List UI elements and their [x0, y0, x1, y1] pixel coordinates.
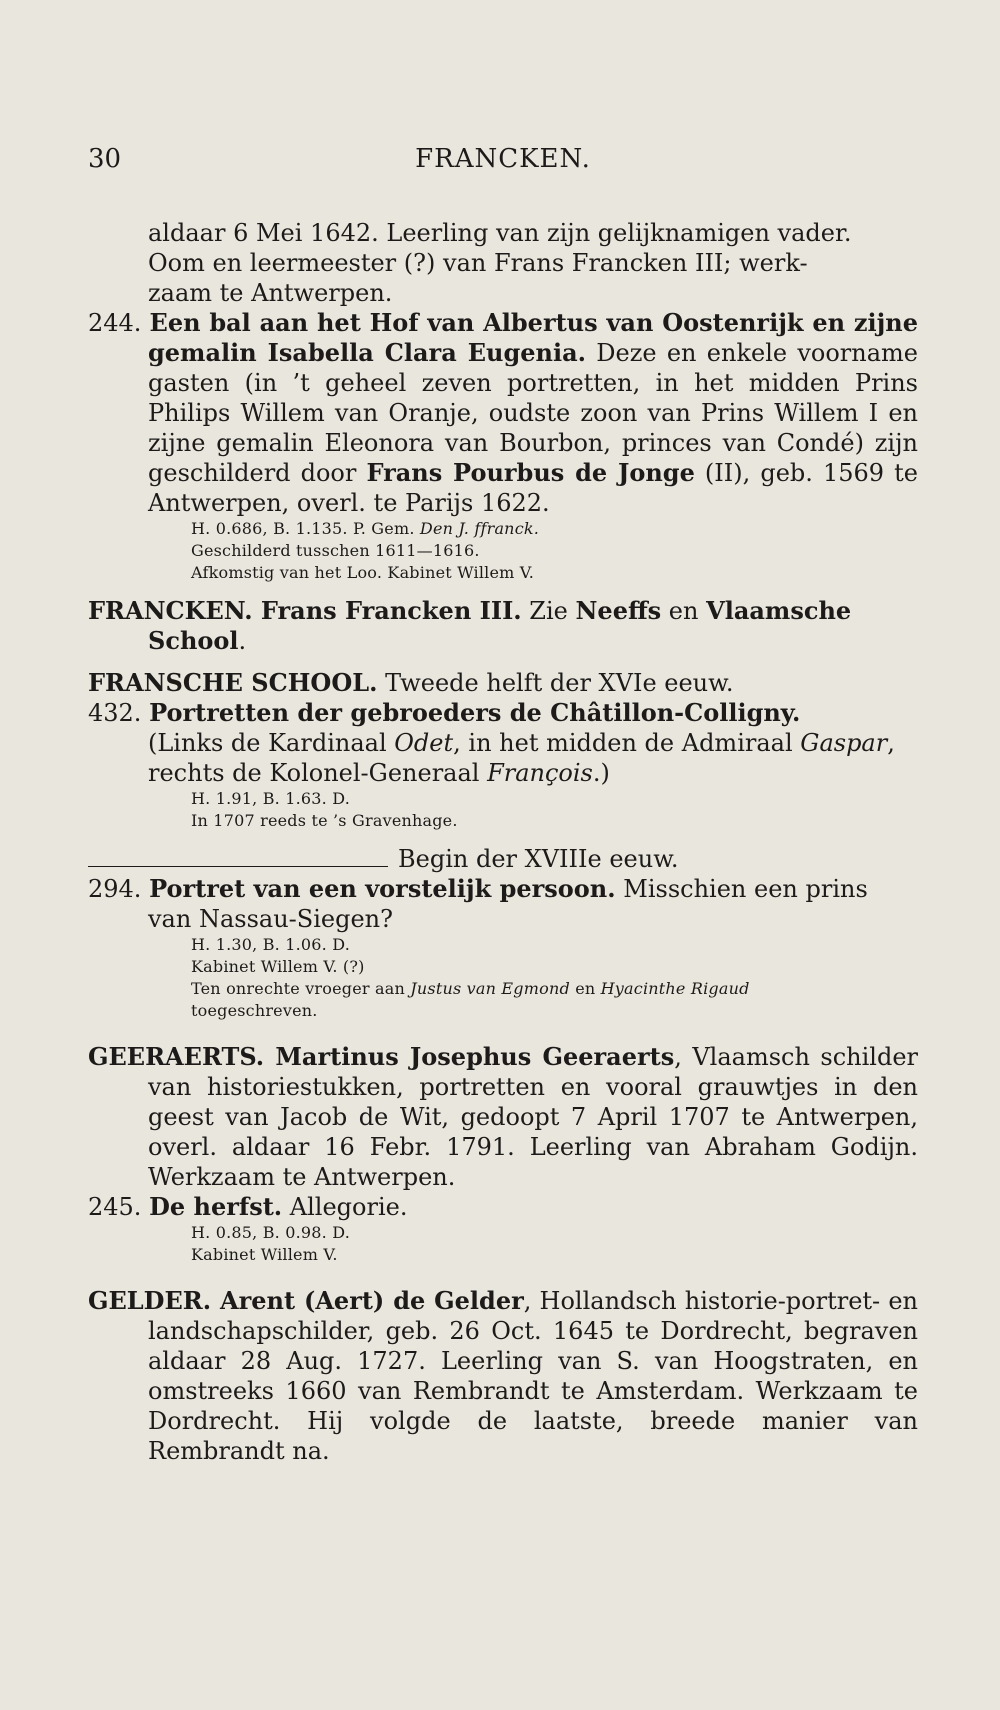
entry-294: 294. Portret van een vorstelijk persoon. Misschien een prins van Nassau-Siegen? — [88, 874, 868, 933]
note: toegeschreven. — [191, 1001, 318, 1020]
note: Geschilderd tusschen 1611—1616. — [191, 541, 480, 560]
entry-notes — [88, 518, 918, 584]
text-line: zaam te Antwerpen. — [148, 279, 393, 307]
entry-432 — [88, 698, 918, 728]
cross-ref: Vlaamsche School — [148, 596, 852, 655]
painter-name: Frans Pourbus de Jonge — [366, 458, 695, 487]
entry-notes — [88, 788, 918, 832]
entry-title: Portretten der gebroeders de Châtillon-Colligny. — [149, 698, 801, 727]
running-head: FRANCKEN. — [415, 144, 591, 174]
note: Ten onrechte vroeger aan Justus van Egmond en Hyacinthe Rigaud — [191, 979, 750, 998]
note: Kabinet Willem V. — [191, 1245, 338, 1264]
artist-gelder: GELDER. Arent (Aert) de Gelder, Hollandsch historie-portret- en landschapschilder, geb. 26 Oct. 1645 te Dordrecht, begraven aldaar 28 Aug. 1727. Leerling van S. van Hoogstraten, en omstreeks 1660 van Rembrandt te Amsterdam. Werkzaam te Dordrecht. Hij volgde de laatste, breede manier van Rembrandt na. — [88, 1286, 918, 1465]
entry-number: 245. — [88, 1193, 142, 1221]
dimensions: H. 0.686, B. 1.135. P. Gem. Den J. ffranck. — [191, 519, 540, 538]
note: Afkomstig van het Loo. Kabinet Willem V. — [191, 563, 535, 582]
dimensions: H. 1.91, B. 1.63. D. — [191, 789, 350, 808]
entry-text: Deze en enkele voorname gasten (in ’t geheel zeven portretten, in het midden Prins Philips Willem van Oranje, oudste zoon van Prins Willem I en zijne gemalin Eleonora van Bourbon, princes van Condé) zijn geschilderd door — [148, 339, 918, 487]
signature: Den J. ffranck. — [419, 519, 540, 538]
dimensions: H. 1.30, B. 1.06. D. — [191, 935, 350, 954]
school-name: FRANSCHE SCHOOL. — [88, 668, 378, 697]
entry-number: 432. — [88, 699, 142, 727]
entry-244 — [88, 308, 918, 518]
entry-text: (II), geb. 1569 te Antwerpen, overl. te Parijs 1622. — [148, 459, 919, 517]
text-line: Oom en leermeester (?) van Frans Francken III; werk- — [148, 249, 808, 277]
artist-name: GEERAERTS. — [88, 1042, 265, 1071]
school-fransche: FRANSCHE SCHOOL. Tweede helft der XVIe eeuw. — [88, 668, 734, 697]
entry-number: 294. — [88, 875, 142, 903]
page-header — [88, 144, 918, 184]
artist-name: FRANCKEN. — [88, 596, 253, 625]
note: In 1707 reeds te ’s Gravenhage. — [191, 811, 458, 830]
entry-notes — [88, 1222, 918, 1266]
page-content — [88, 218, 918, 1466]
note: Kabinet Willem V. (?) — [191, 957, 365, 976]
cross-ref: Neeffs — [575, 596, 662, 625]
entry-number: 244. — [88, 309, 142, 337]
text-line: aldaar 6 Mei 1642. Leerling van zijn gelijknamigen vader. — [148, 219, 852, 247]
dimensions: H. 0.85, B. 0.98. D. — [191, 1223, 350, 1242]
entry-title: Portret van een vorstelijk persoon. — [149, 874, 616, 903]
entry-notes — [88, 934, 918, 1022]
page-number: 30 — [88, 144, 122, 174]
separator-rule — [88, 866, 388, 867]
continuation-block — [88, 218, 918, 308]
entry-text: (Links de Kardinaal Odet, in het midden de Admiraal Gaspar, rechts de Kolonel-Generaal François.) — [148, 729, 895, 787]
artist-geeraerts: GEERAERTS. Martinus Josephus Geeraerts, Vlaamsch schilder van historiestukken, portretten en vooral grauwtjes in den geest van Jacob de Wit, gedoopt 7 April 1707 te Antwerpen, overl. aldaar 16 Febr. 1791. Leerling van Abraham Godijn. Werkzaam te Antwerpen. — [88, 1042, 918, 1191]
artist-name: GELDER. — [88, 1286, 212, 1315]
entry-title: De herfst. — [149, 1192, 283, 1221]
artist-francken: FRANCKEN. Frans Francken III. Zie Neeffs en Vlaamsche School. — [88, 596, 852, 655]
period-heading: Begin der XVIIIe eeuw. — [88, 844, 918, 874]
entry-245: 245. De herfst. Allegorie. — [88, 1192, 408, 1221]
entry-title: Een bal aan het Hof van Albertus van Oostenrijk en zijne gemalin Isabella Clara Eugenia. — [148, 308, 918, 367]
